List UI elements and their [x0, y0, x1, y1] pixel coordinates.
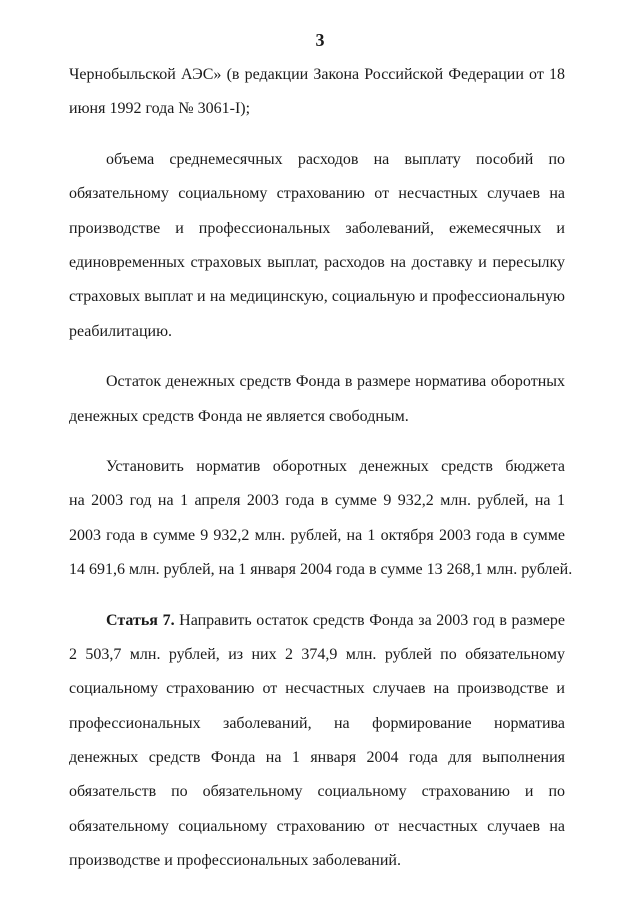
paragraph-2 — [69, 143, 565, 349]
paragraph-1 — [69, 58, 565, 127]
text-line: реабилитацию. — [69, 322, 173, 340]
text-line: Чернобыльской АЭС» (в редакции Закона Российской Федерации от 18 — [69, 66, 565, 83]
text-line: обязательному социальному страхованию от несчастных случаев на — [69, 185, 565, 203]
text-line: социальному страхованию от несчастных случаев на производстве и — [69, 680, 565, 698]
paragraph-3 — [69, 365, 565, 434]
text-line: денежных средств Фонда на 1 января 2004 года для выполнения — [69, 749, 565, 767]
text-line: производстве и профессиональных заболеваний. — [69, 852, 401, 870]
article-7 — [69, 604, 565, 879]
text-line: обязательному социальному страхованию от несчастных случаев на — [69, 817, 565, 835]
document-body — [69, 58, 573, 879]
text-line: Установить норматив оборотных денежных средств бюджета — [106, 457, 565, 475]
text-line: июня 1992 года № 3061-I); — [69, 100, 251, 118]
text-line: 14 691,6 млн. рублей, на 1 января 2004 года в сумме 13 268,1 млн. рублей. — [69, 561, 573, 579]
page-number: 3 — [315, 30, 325, 50]
paragraph-4 — [69, 450, 573, 588]
text-line: Остаток денежных средств Фонда в размере норматива оборотных — [106, 373, 565, 391]
text-line: объема среднемесячных расходов на выплату пособий по — [106, 150, 565, 168]
article-heading: Статья 7. — [106, 611, 175, 629]
text-line: на 2003 год на 1 апреля 2003 года в сумме 9 932,2 млн. рублей, на 1 — [69, 492, 565, 510]
text-line: 2 503,7 млн. рублей, из них 2 374,9 млн. рублей по обязательному — [69, 645, 565, 663]
text-line: 2003 года в сумме 9 932,2 млн. рублей, на 1 октября 2003 года в сумме — [69, 526, 565, 544]
text-line: денежных средств Фонда не является свободным. — [69, 407, 409, 425]
text-line: обязательств по обязательному социальному страхованию и по — [69, 783, 565, 801]
article-first-line: Направить остаток средств Фонда за 2003 год в размере — [179, 611, 565, 629]
text-line: профессиональных заболеваний, на формирование норматива — [69, 714, 565, 732]
text-line: единовременных страховых выплат, расходов на доставку и пересылку — [69, 253, 565, 271]
text-line: страховых выплат и на медицинскую, социальную и профессиональную — [69, 288, 565, 306]
text-line — [69, 604, 565, 638]
text-line: производстве и профессиональных заболеваний, ежемесячных и — [69, 219, 565, 237]
